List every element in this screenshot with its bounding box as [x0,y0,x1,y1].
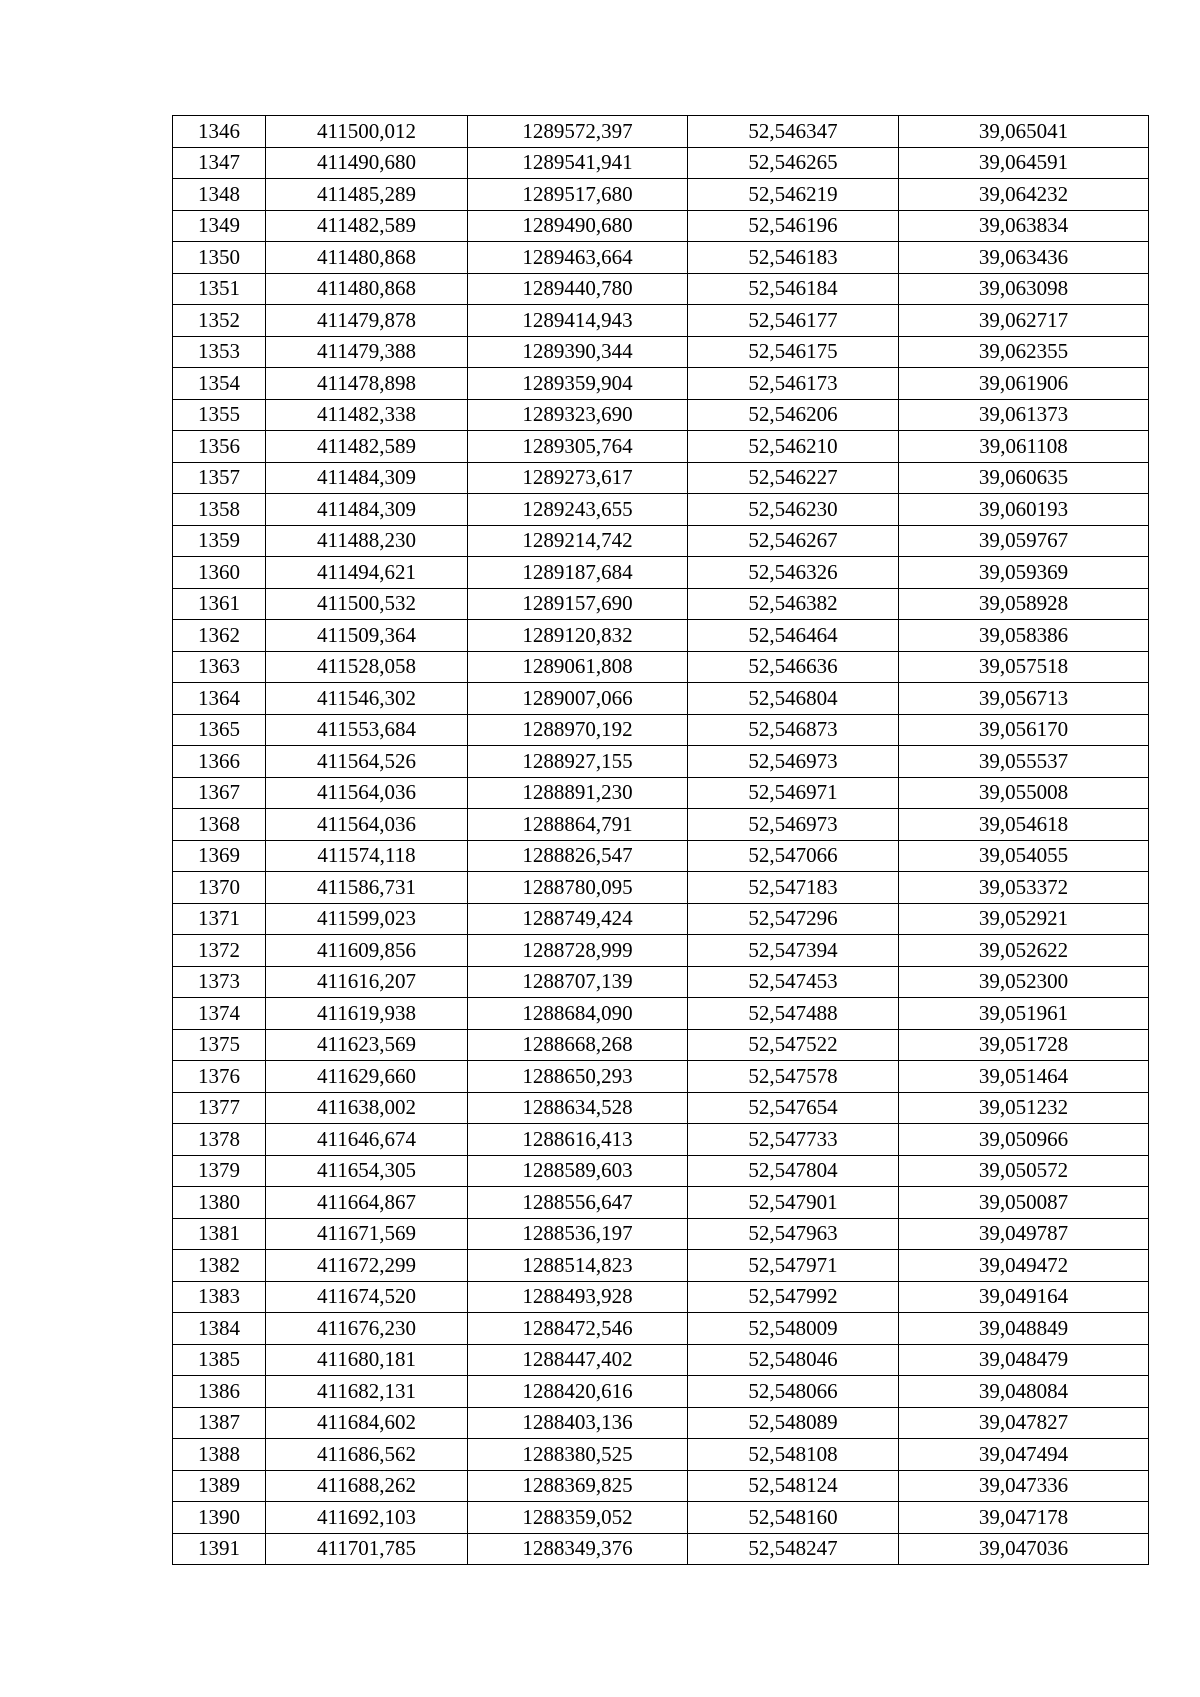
x-coordinate-cell: 411484,309 [266,462,468,494]
table-row [173,903,1149,935]
y-coordinate-cell: 1288349,376 [468,1533,688,1565]
x-coordinate-cell: 411684,602 [266,1407,468,1439]
table-row [173,557,1149,589]
latitude-cell: 52,547578 [688,1061,899,1093]
y-coordinate-cell: 1289541,941 [468,147,688,179]
x-coordinate-cell: 411586,731 [266,872,468,904]
latitude-cell: 52,546973 [688,746,899,778]
x-coordinate-cell: 411482,589 [266,431,468,463]
latitude-cell: 52,546347 [688,116,899,148]
point-number-cell: 1369 [173,840,266,872]
coordinates-table-body [173,116,1149,1565]
latitude-cell: 52,546184 [688,273,899,305]
longitude-cell: 39,053372 [899,872,1149,904]
point-number-cell: 1359 [173,525,266,557]
x-coordinate-cell: 411480,868 [266,242,468,274]
longitude-cell: 39,065041 [899,116,1149,148]
y-coordinate-cell: 1288380,525 [468,1439,688,1471]
latitude-cell: 52,546804 [688,683,899,715]
table-row [173,494,1149,526]
longitude-cell: 39,049164 [899,1281,1149,1313]
latitude-cell: 52,546265 [688,147,899,179]
latitude-cell: 52,546464 [688,620,899,652]
latitude-cell: 52,547066 [688,840,899,872]
table-row [173,840,1149,872]
point-number-cell: 1381 [173,1218,266,1250]
y-coordinate-cell: 1288514,823 [468,1250,688,1282]
point-number-cell: 1382 [173,1250,266,1282]
point-number-cell: 1379 [173,1155,266,1187]
point-number-cell: 1353 [173,336,266,368]
table-row [173,431,1149,463]
x-coordinate-cell: 411480,868 [266,273,468,305]
longitude-cell: 39,052921 [899,903,1149,935]
longitude-cell: 39,062355 [899,336,1149,368]
y-coordinate-cell: 1289572,397 [468,116,688,148]
longitude-cell: 39,047336 [899,1470,1149,1502]
x-coordinate-cell: 411500,012 [266,116,468,148]
y-coordinate-cell: 1288493,928 [468,1281,688,1313]
point-number-cell: 1361 [173,588,266,620]
y-coordinate-cell: 1288447,402 [468,1344,688,1376]
x-coordinate-cell: 411619,938 [266,998,468,1030]
y-coordinate-cell: 1288403,136 [468,1407,688,1439]
point-number-cell: 1360 [173,557,266,589]
y-coordinate-cell: 1288556,647 [468,1187,688,1219]
latitude-cell: 52,548108 [688,1439,899,1471]
y-coordinate-cell: 1288472,546 [468,1313,688,1345]
y-coordinate-cell: 1288684,090 [468,998,688,1030]
longitude-cell: 39,055537 [899,746,1149,778]
table-row [173,1029,1149,1061]
latitude-cell: 52,547654 [688,1092,899,1124]
point-number-cell: 1384 [173,1313,266,1345]
point-number-cell: 1358 [173,494,266,526]
longitude-cell: 39,048479 [899,1344,1149,1376]
longitude-cell: 39,054618 [899,809,1149,841]
longitude-cell: 39,051232 [899,1092,1149,1124]
latitude-cell: 52,547296 [688,903,899,935]
longitude-cell: 39,064591 [899,147,1149,179]
longitude-cell: 39,061373 [899,399,1149,431]
y-coordinate-cell: 1289490,680 [468,210,688,242]
y-coordinate-cell: 1289273,617 [468,462,688,494]
x-coordinate-cell: 411484,309 [266,494,468,526]
table-row [173,1344,1149,1376]
table-row [173,462,1149,494]
y-coordinate-cell: 1289414,943 [468,305,688,337]
x-coordinate-cell: 411488,230 [266,525,468,557]
x-coordinate-cell: 411482,338 [266,399,468,431]
longitude-cell: 39,063098 [899,273,1149,305]
point-number-cell: 1380 [173,1187,266,1219]
table-row [173,1250,1149,1282]
longitude-cell: 39,050966 [899,1124,1149,1156]
latitude-cell: 52,547992 [688,1281,899,1313]
x-coordinate-cell: 411701,785 [266,1533,468,1565]
longitude-cell: 39,051464 [899,1061,1149,1093]
table-row [173,368,1149,400]
point-number-cell: 1347 [173,147,266,179]
x-coordinate-cell: 411686,562 [266,1439,468,1471]
table-row [173,1439,1149,1471]
longitude-cell: 39,062717 [899,305,1149,337]
latitude-cell: 52,547453 [688,966,899,998]
point-number-cell: 1356 [173,431,266,463]
point-number-cell: 1370 [173,872,266,904]
point-number-cell: 1390 [173,1502,266,1534]
longitude-cell: 39,060193 [899,494,1149,526]
longitude-cell: 39,047494 [899,1439,1149,1471]
y-coordinate-cell: 1288420,616 [468,1376,688,1408]
latitude-cell: 52,546382 [688,588,899,620]
x-coordinate-cell: 411629,660 [266,1061,468,1093]
longitude-cell: 39,048849 [899,1313,1149,1345]
latitude-cell: 52,546873 [688,714,899,746]
longitude-cell: 39,063834 [899,210,1149,242]
y-coordinate-cell: 1288749,424 [468,903,688,935]
latitude-cell: 52,546175 [688,336,899,368]
point-number-cell: 1387 [173,1407,266,1439]
longitude-cell: 39,058386 [899,620,1149,652]
latitude-cell: 52,546210 [688,431,899,463]
y-coordinate-cell: 1288728,999 [468,935,688,967]
longitude-cell: 39,056713 [899,683,1149,715]
longitude-cell: 39,060635 [899,462,1149,494]
table-row [173,620,1149,652]
x-coordinate-cell: 411676,230 [266,1313,468,1345]
latitude-cell: 52,546636 [688,651,899,683]
latitude-cell: 52,548046 [688,1344,899,1376]
latitude-cell: 52,546177 [688,305,899,337]
point-number-cell: 1378 [173,1124,266,1156]
y-coordinate-cell: 1289359,904 [468,368,688,400]
y-coordinate-cell: 1288369,825 [468,1470,688,1502]
longitude-cell: 39,050087 [899,1187,1149,1219]
point-number-cell: 1377 [173,1092,266,1124]
latitude-cell: 52,546267 [688,525,899,557]
x-coordinate-cell: 411564,526 [266,746,468,778]
table-row [173,966,1149,998]
point-number-cell: 1373 [173,966,266,998]
longitude-cell: 39,049472 [899,1250,1149,1282]
point-number-cell: 1357 [173,462,266,494]
x-coordinate-cell: 411680,181 [266,1344,468,1376]
point-number-cell: 1349 [173,210,266,242]
longitude-cell: 39,059369 [899,557,1149,589]
x-coordinate-cell: 411509,364 [266,620,468,652]
y-coordinate-cell: 1288616,413 [468,1124,688,1156]
y-coordinate-cell: 1289463,664 [468,242,688,274]
longitude-cell: 39,047036 [899,1533,1149,1565]
y-coordinate-cell: 1288891,230 [468,777,688,809]
latitude-cell: 52,548066 [688,1376,899,1408]
y-coordinate-cell: 1289007,066 [468,683,688,715]
point-number-cell: 1346 [173,116,266,148]
x-coordinate-cell: 411638,002 [266,1092,468,1124]
point-number-cell: 1372 [173,935,266,967]
table-row [173,116,1149,148]
point-number-cell: 1364 [173,683,266,715]
y-coordinate-cell: 1288927,155 [468,746,688,778]
point-number-cell: 1388 [173,1439,266,1471]
latitude-cell: 52,546173 [688,368,899,400]
table-row [173,1061,1149,1093]
table-row [173,399,1149,431]
latitude-cell: 52,547901 [688,1187,899,1219]
latitude-cell: 52,548160 [688,1502,899,1534]
table-row [173,336,1149,368]
table-row [173,777,1149,809]
table-row [173,1376,1149,1408]
latitude-cell: 52,548089 [688,1407,899,1439]
x-coordinate-cell: 411616,207 [266,966,468,998]
y-coordinate-cell: 1289120,832 [468,620,688,652]
point-number-cell: 1363 [173,651,266,683]
longitude-cell: 39,061906 [899,368,1149,400]
point-number-cell: 1366 [173,746,266,778]
point-number-cell: 1383 [173,1281,266,1313]
latitude-cell: 52,548009 [688,1313,899,1345]
x-coordinate-cell: 411564,036 [266,809,468,841]
latitude-cell: 52,546230 [688,494,899,526]
x-coordinate-cell: 411494,621 [266,557,468,589]
table-row [173,1281,1149,1313]
point-number-cell: 1367 [173,777,266,809]
table-row [173,935,1149,967]
x-coordinate-cell: 411546,302 [266,683,468,715]
y-coordinate-cell: 1289214,742 [468,525,688,557]
table-row [173,210,1149,242]
x-coordinate-cell: 411479,388 [266,336,468,368]
y-coordinate-cell: 1288826,547 [468,840,688,872]
point-number-cell: 1351 [173,273,266,305]
y-coordinate-cell: 1288970,192 [468,714,688,746]
x-coordinate-cell: 411646,674 [266,1124,468,1156]
latitude-cell: 52,546196 [688,210,899,242]
point-number-cell: 1386 [173,1376,266,1408]
x-coordinate-cell: 411490,680 [266,147,468,179]
y-coordinate-cell: 1288668,268 [468,1029,688,1061]
y-coordinate-cell: 1289517,680 [468,179,688,211]
x-coordinate-cell: 411654,305 [266,1155,468,1187]
latitude-cell: 52,547733 [688,1124,899,1156]
longitude-cell: 39,059767 [899,525,1149,557]
coordinates-table [172,115,1149,1565]
table-row [173,998,1149,1030]
latitude-cell: 52,547804 [688,1155,899,1187]
x-coordinate-cell: 411682,131 [266,1376,468,1408]
x-coordinate-cell: 411478,898 [266,368,468,400]
x-coordinate-cell: 411672,299 [266,1250,468,1282]
table-row [173,1470,1149,1502]
longitude-cell: 39,047178 [899,1502,1149,1534]
latitude-cell: 52,547522 [688,1029,899,1061]
y-coordinate-cell: 1289323,690 [468,399,688,431]
table-row [173,1407,1149,1439]
table-row [173,746,1149,778]
latitude-cell: 52,546971 [688,777,899,809]
latitude-cell: 52,546206 [688,399,899,431]
x-coordinate-cell: 411623,569 [266,1029,468,1061]
longitude-cell: 39,049787 [899,1218,1149,1250]
y-coordinate-cell: 1288359,052 [468,1502,688,1534]
table-row [173,872,1149,904]
latitude-cell: 52,546326 [688,557,899,589]
longitude-cell: 39,056170 [899,714,1149,746]
table-row [173,1124,1149,1156]
point-number-cell: 1374 [173,998,266,1030]
y-coordinate-cell: 1289440,780 [468,273,688,305]
x-coordinate-cell: 411482,589 [266,210,468,242]
longitude-cell: 39,055008 [899,777,1149,809]
table-row [173,651,1149,683]
x-coordinate-cell: 411609,856 [266,935,468,967]
x-coordinate-cell: 411671,569 [266,1218,468,1250]
x-coordinate-cell: 411692,103 [266,1502,468,1534]
point-number-cell: 1391 [173,1533,266,1565]
point-number-cell: 1352 [173,305,266,337]
x-coordinate-cell: 411674,520 [266,1281,468,1313]
x-coordinate-cell: 411553,684 [266,714,468,746]
point-number-cell: 1368 [173,809,266,841]
point-number-cell: 1362 [173,620,266,652]
longitude-cell: 39,054055 [899,840,1149,872]
longitude-cell: 39,050572 [899,1155,1149,1187]
table-row [173,588,1149,620]
table-row [173,305,1149,337]
latitude-cell: 52,546219 [688,179,899,211]
table-row [173,1502,1149,1534]
latitude-cell: 52,548124 [688,1470,899,1502]
table-row [173,1218,1149,1250]
latitude-cell: 52,546227 [688,462,899,494]
table-row [173,809,1149,841]
point-number-cell: 1348 [173,179,266,211]
latitude-cell: 52,547394 [688,935,899,967]
y-coordinate-cell: 1289061,808 [468,651,688,683]
x-coordinate-cell: 411500,532 [266,588,468,620]
longitude-cell: 39,048084 [899,1376,1149,1408]
table-row [173,1533,1149,1565]
y-coordinate-cell: 1289243,655 [468,494,688,526]
y-coordinate-cell: 1288589,603 [468,1155,688,1187]
longitude-cell: 39,051728 [899,1029,1149,1061]
table-row [173,1155,1149,1187]
longitude-cell: 39,061108 [899,431,1149,463]
table-row [173,242,1149,274]
latitude-cell: 52,548247 [688,1533,899,1565]
longitude-cell: 39,057518 [899,651,1149,683]
longitude-cell: 39,052300 [899,966,1149,998]
longitude-cell: 39,063436 [899,242,1149,274]
y-coordinate-cell: 1288650,293 [468,1061,688,1093]
y-coordinate-cell: 1288864,791 [468,809,688,841]
latitude-cell: 52,547963 [688,1218,899,1250]
point-number-cell: 1376 [173,1061,266,1093]
x-coordinate-cell: 411564,036 [266,777,468,809]
y-coordinate-cell: 1288634,528 [468,1092,688,1124]
table-row [173,714,1149,746]
y-coordinate-cell: 1289305,764 [468,431,688,463]
longitude-cell: 39,052622 [899,935,1149,967]
table-row [173,683,1149,715]
table-row [173,273,1149,305]
table-row [173,179,1149,211]
table-row [173,1313,1149,1345]
latitude-cell: 52,547488 [688,998,899,1030]
table-row [173,1092,1149,1124]
point-number-cell: 1385 [173,1344,266,1376]
table-row [173,525,1149,557]
point-number-cell: 1350 [173,242,266,274]
longitude-cell: 39,051961 [899,998,1149,1030]
x-coordinate-cell: 411664,867 [266,1187,468,1219]
latitude-cell: 52,547971 [688,1250,899,1282]
point-number-cell: 1365 [173,714,266,746]
table-row [173,147,1149,179]
y-coordinate-cell: 1289187,684 [468,557,688,589]
longitude-cell: 39,058928 [899,588,1149,620]
x-coordinate-cell: 411528,058 [266,651,468,683]
y-coordinate-cell: 1288707,139 [468,966,688,998]
x-coordinate-cell: 411485,289 [266,179,468,211]
point-number-cell: 1389 [173,1470,266,1502]
x-coordinate-cell: 411599,023 [266,903,468,935]
longitude-cell: 39,047827 [899,1407,1149,1439]
x-coordinate-cell: 411688,262 [266,1470,468,1502]
table-row [173,1187,1149,1219]
point-number-cell: 1355 [173,399,266,431]
point-number-cell: 1354 [173,368,266,400]
point-number-cell: 1375 [173,1029,266,1061]
y-coordinate-cell: 1288536,197 [468,1218,688,1250]
x-coordinate-cell: 411574,118 [266,840,468,872]
latitude-cell: 52,546973 [688,809,899,841]
point-number-cell: 1371 [173,903,266,935]
y-coordinate-cell: 1288780,095 [468,872,688,904]
x-coordinate-cell: 411479,878 [266,305,468,337]
y-coordinate-cell: 1289157,690 [468,588,688,620]
latitude-cell: 52,547183 [688,872,899,904]
y-coordinate-cell: 1289390,344 [468,336,688,368]
longitude-cell: 39,064232 [899,179,1149,211]
latitude-cell: 52,546183 [688,242,899,274]
